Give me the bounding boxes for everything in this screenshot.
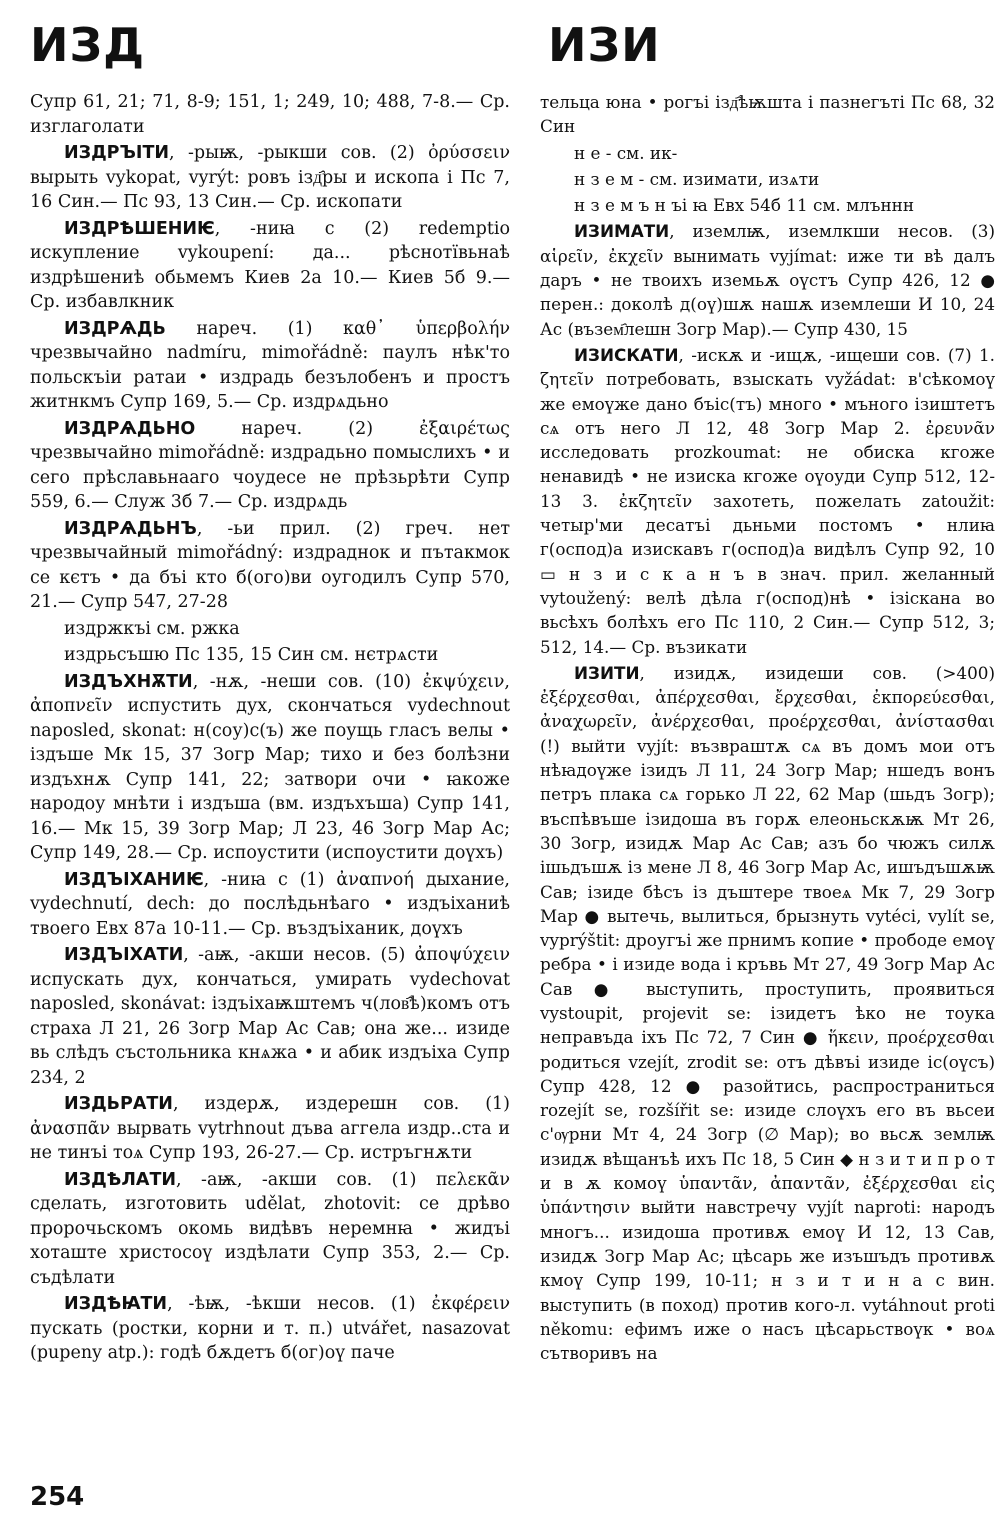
entry-text: издржкъі см. ржка <box>64 618 240 639</box>
entry-text: тельца юна • рогъі ізд҄ѣѭшта і пазнегъті Пс 68, 32 Син <box>540 92 995 137</box>
entry-headword: ИЗДѢЛАТИ <box>64 1169 177 1190</box>
entry-text: , -искѫ и -ищѫ, -ищеши сов. (7) 1. ζητεῖν потребовать, взыскать vyžádat: в'сѣкомоү же емоүже дано бъіс(тъ) много • мъного ізиштетъ сѧ отъ него Л 12, 48 Зогр Мар 2. ἐρευνᾶν исследовать prozkoumat: не обиска кгоже ненавидѣ • не изиска кгоже оүоуди Супр 512, 12-13 3. ἐκζητεῖν захотеть, пожелать zatoužit: четыр'ми десатъі дьньми постомъ • нлиꙗ г(оспод)а изискавъ г(оспод)а видѣлъ Супр 92, 10 ▭ н з и с к а н ъ в знач. прил. желанный vytoužený: велѣ дѣла г(оспод)нѣ • ізіскана во вьсѣхъ болѣхъ его Пс 110, 2 Син.— Супр 512, 3; 512, 14.— Ср. възикати <box>540 344 995 657</box>
entry-headword: ИЗИМАТИ <box>574 221 670 242</box>
entry-text: н е - см. ик- <box>574 142 678 163</box>
entry-headword: ИЗДЪІХАТИ <box>64 945 184 965</box>
entry-text: нареч. (1) καθ᾽ ὑπερβολήν чрезвычайно nadmíru, mimořádně: паулъ нѣк'то польскъіи ратаи • издрадь безълобенъ и простъ житнкмъ Супр 169, 5.— Ср. издрѧдьно <box>30 318 510 412</box>
entry-headword: ИЗДЪІХАНИѤ <box>64 869 204 890</box>
running-header-left: ИЗД <box>30 18 146 72</box>
dictionary-entry <box>30 643 510 668</box>
entry-text: Супр 61, 21; 71, 8-9; 151, 1; 249, 10; 488, 7-8.— Ср. изглаголати <box>30 92 510 137</box>
entry-headword: ИЗДЬРАТИ <box>64 1094 173 1114</box>
entry-text: , -нѫ, -неши сов. (10) ἐκψύχειν, ἀποπνεῖν испустить дух, скончаться vydechnout naposled, skonat: н(соу)с(ъ) же поущь гласъ велы • іздъше Мк 15, 37 Зогр Мар; тихо и без болѣзни издъхнѫ Супр 141, 22; затвори очи • ꙗкоже народоу мнѣти і издъша (вм. издъхъша) Супр 141, 16.— Мк 15, 39 Зогр Мар; Л 23, 46 Зогр Мар Ас; Супр 149, 28.— Ср. испоустити (испоустити доүхъ) <box>30 671 510 863</box>
entry-text: , иземлѭ, иземлкши несов. (3) αἱρεῖν, ἐκχεῖν вынимать vyjímat: иже ти вѣ далъ даръ • не твоихъ иземьѫ оүстъ Супр 426, 12 ● перен.: доколѣ д(оү)шѫ нашѫ иземлеши И 10, 24 Ас (възем҄лешн Зогр Мар).— Супр 430, 15 <box>540 221 995 339</box>
page-number: 254 <box>30 1482 85 1512</box>
entry-text: , -ниꙗ с (1) ἀναπνοή дыхание, vydechnutí, dech: до послѣдьнѣаго • издъіханиѣ твоего Евх 87а 10-11.— Ср. въздъіханик, доүхъ <box>30 869 510 939</box>
entry-headword: ИЗДРѢШЕНИѤ <box>64 218 215 239</box>
dictionary-entry <box>30 1092 510 1166</box>
right-column <box>540 90 995 1365</box>
entry-headword: ИЗИТИ <box>574 662 640 683</box>
dictionary-entry <box>30 617 510 642</box>
dictionary-entry <box>30 141 510 215</box>
running-header-right: ИЗИ <box>548 18 661 72</box>
entry-text: нареч. (2) ἐξαιρέτως чрезвычайно mimořádně: издрадьно помыслихъ • и сего прѣславьнааго чоудесе не прѣзьрѣти Супр 559, 6.— Служ 3б 7.— Ср. издрѧдь <box>30 418 510 512</box>
entry-text: , -рыѭ, -рыкши сов. (2) ὀρύσσειν вырыть vykopat, vyrýt: ровъ ізд҄ры и ископа і Пс 7, 16 Син.— Пс 93, 13 Син.— Ср. ископати <box>30 143 510 212</box>
entry-headword: ИЗДРѦДЬНЪ <box>64 518 197 539</box>
entry-text: н з е м - см. изимати, изѧти <box>574 168 820 189</box>
dictionary-entry <box>30 217 510 315</box>
dictionary-entry <box>30 1168 510 1291</box>
dictionary-entry <box>30 1292 510 1366</box>
dictionary-entry <box>30 317 510 415</box>
entry-headword: ИЗДРѦДЬ <box>64 318 166 339</box>
entry-headword: ИЗДѢꙖТИ <box>64 1294 168 1314</box>
entry-headword: ИЗДРѦДЬНО <box>64 418 196 439</box>
entry-text: , -аѭ, -акши сов. (1) πελεκᾶν сделать, изготовить udělat, zhotovit: се дрѣво пророчьскомъ окомь видѣвъ неремнꙗ • жидъі хоташте христосоү издѣлати Супр 353, 2.— Ср. съдѣлати <box>30 1169 510 1288</box>
dictionary-entry <box>540 343 995 659</box>
entry-text: , издерѫ, издерешн сов. (1) ἀνασπᾶν вырвать vytrhnout дъва аггела издр..ста и не тинъі тоѧ Супр 193, 26-27.— Ср. истръгнѫти <box>30 1094 510 1163</box>
dictionary-entry <box>540 167 995 191</box>
entry-text: , -ниꙗ с (2) redemptio искупление vykoupení: да... рѣснотївьнаѣ издрѣшениѣ обьмемъ Киев 2а 10.— Киев 5б 9.— Ср. избавлкник <box>30 218 510 312</box>
left-column <box>30 90 510 1366</box>
entry-text: н з е м ъ н ъі ꙗ Евх 54б 11 см. млъннн <box>574 195 915 216</box>
entry-headword: ИЗДЪХНѪТИ <box>64 671 193 692</box>
dictionary-entry <box>30 670 510 866</box>
dictionary-entry <box>540 90 995 139</box>
dictionary-entry <box>30 90 510 139</box>
entry-text: , -аѭ, -акши несов. (5) ἀποψύχειν испускать дух, кончаться, умирать vydechovat naposled, skonávat: іздъіхаѭштемъ ч(лов҄ѣ)комъ отъ страха Л 21, 26 Зогр Мар Ас Сав; она же... изиде вь слѣдъ състольника кнѧжа • и абик издъіха Супр 234, 2 <box>30 945 510 1088</box>
entry-text: издрьсъшю Пс 135, 15 Син см. нєтрѧсти <box>64 645 439 665</box>
dictionary-entry <box>540 661 995 1366</box>
dictionary-entry <box>30 517 510 615</box>
dictionary-entry <box>30 868 510 942</box>
dictionary-entry <box>540 193 995 217</box>
dictionary-entry <box>30 943 510 1090</box>
entry-headword: ИЗДРЪІТИ <box>64 143 170 163</box>
entry-text: , -ьи прил. (2) греч. нет чрезвычайный mimořádný: издраднок и пътакмок се кєтъ • да бъі кто б(ого)ви оугодилъ Супр 570, 21.— Супр 547, 27-28 <box>30 518 510 612</box>
entry-text: , изидѫ, изидеши сов. (>400) ἐξέρχεσθαι, ἀπέρχεσθαι, ἔρχεσθαι, ἐκπορεύεσθαι, ἀναχωρεῖν, ἀνέρχεσθαι, προέρχεσθαι, ἀνίστασθαι (!) выйти vyjít: възвраштѫ сѧ въ домъ мои отъ нѣꙗдоүже ізидъ Л 11, 24 Зогр Мар; ншедъ вонъ петръ плака сѧ горько Л 22, 62 Мар (шьдъ Зогр); въспѣвъше ізидоша въ горѫ елеоньскѫѭ Мт 26, 30 Зогр, изидѫ Мар Ас Сав; азъ бо чюжъ силѫ ішьдъшѫ із мене Л 8, 46 Зогр Мар Ас, ишъдъшѫѭ Сав; ізиде бѣсъ із дъштере твоеѧ Мк 7, 29 Зогр Мар ● вытечь, вылиться, брызнуть vytéci, vylít se, vyprýštit: дроугъі же прнимъ копие • прободе емоү ребра • і изиде вода і кръвь Мт 27, 49 Зогр Мар Ас Сав ● выступить, проступить, проявиться vystoupit, projevit se: ізидетъ ѣко не тоука неправъда іхъ Пс 72, 7 Син ● ἥκειν, προέρχεσθαι родиться vzejít, zrodit se: отъ дѣвъі изиде іс(оүсъ) Супр 428, 12 ● разойтись, распространиться rozejít se, rozšířit se: изиде слоүхъ его въ вьсеи с'ѹрни Мт 4, 24 Зогр (∅ Мар); во вьсѫ землѭ изидѫ вѣщанъѣ ихъ Пс 18, 5 Син ◆ н з и т и п р о т и в ѫ комоү ὑπαντᾶν, ἀπαντᾶν, ἐξέρχεσθαι εἰς ὑπάντησιν выйти навстречу vyjít naproti: народъ многъ... изидоша противѫ емоү И 12, 13 Сав, изидѫ Зогр Мар Ас; цѣсарь же изъшъдъ противѫ кмоү Супр 199, 10-11; н з и т и н а с вин. выступить (в поход) против кого-л. vytáhnout proti někomu: ефимъ иже о насъ цѣсарьствоүк • воѧ сътворивъ на <box>540 662 995 1364</box>
dictionary-entry <box>540 219 995 340</box>
entry-headword: ИЗИСКАТИ <box>574 344 679 365</box>
dictionary-entry <box>540 141 995 165</box>
entry-text: , -ѣѭ, -ѣкши несов. (1) ἐκφέρειν пускать (ростки, корни и т. п.) utvářet, nasazovat (pupeny atp.): годѣ бѫдетъ б(ог)оү паче <box>30 1294 510 1363</box>
dictionary-entry <box>30 417 510 515</box>
